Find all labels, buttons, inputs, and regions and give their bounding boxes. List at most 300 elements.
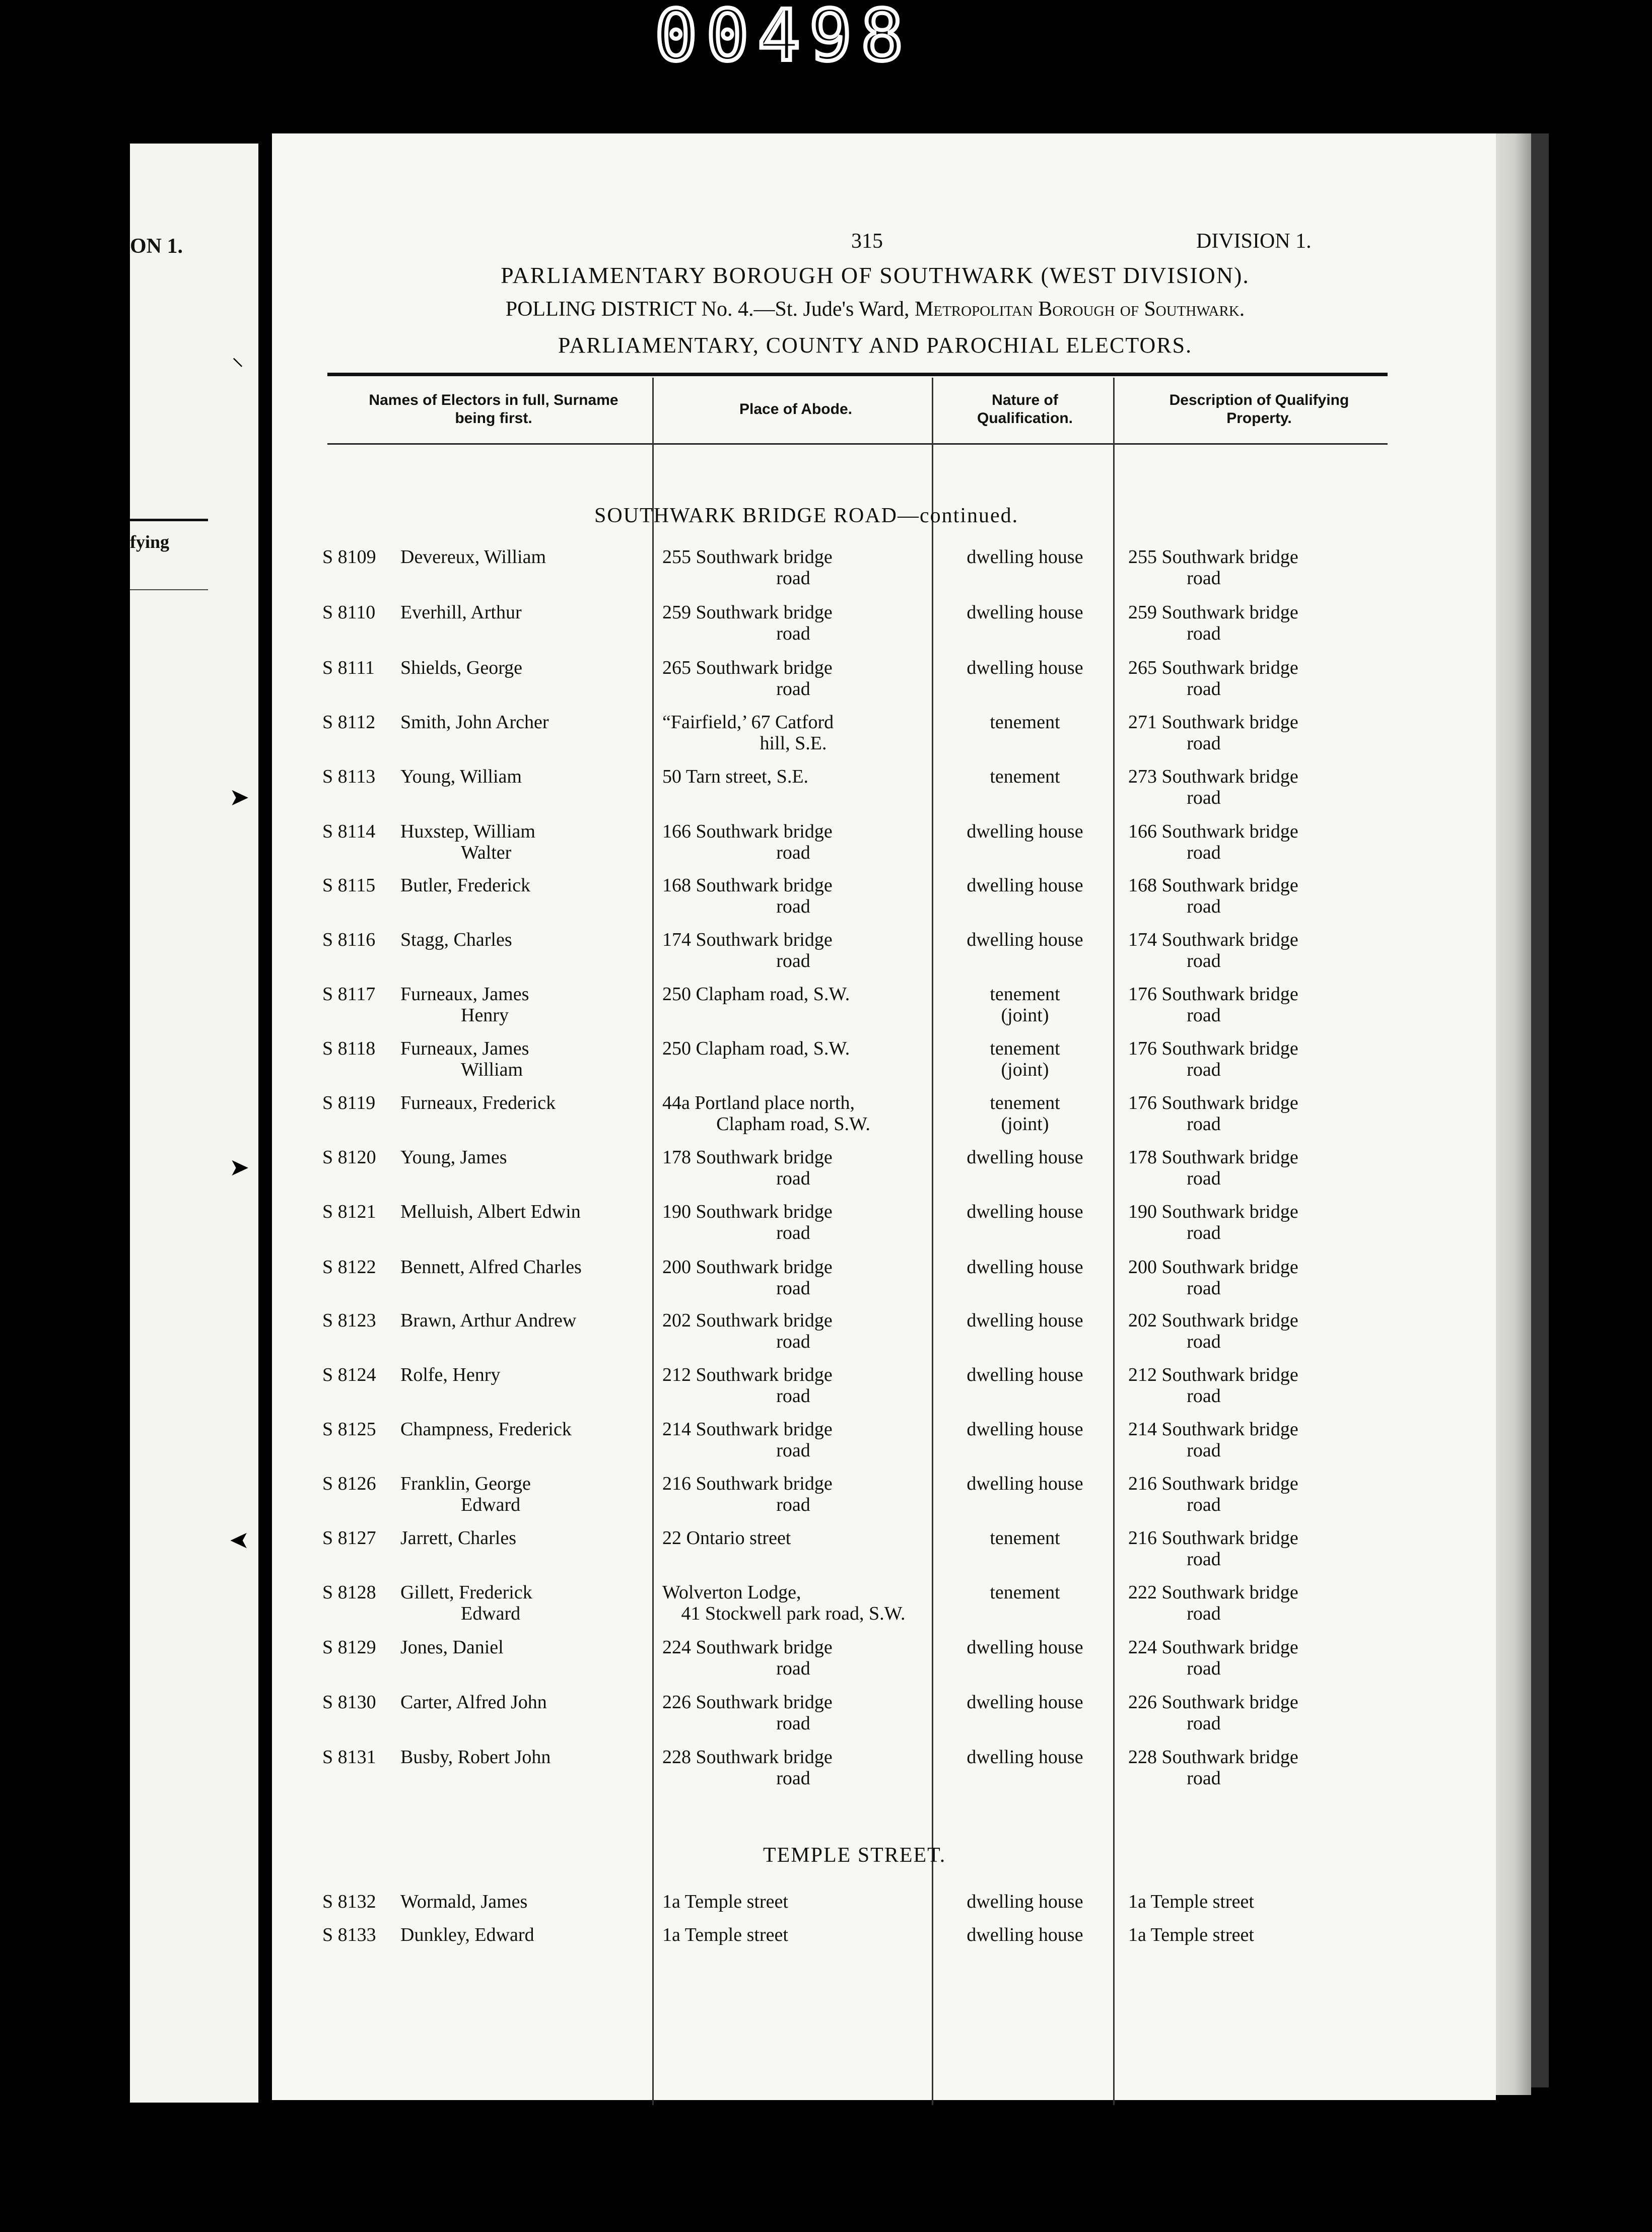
property-line1: 200 Southwark bridge bbox=[1128, 1257, 1298, 1278]
register-page bbox=[232, 133, 1496, 2100]
elector-name bbox=[400, 766, 637, 787]
nature-line1: dwelling house bbox=[967, 929, 1083, 950]
place-of-abode bbox=[662, 821, 924, 863]
qualifying-property bbox=[1128, 766, 1390, 808]
property-line1: 168 Southwark bridge bbox=[1128, 875, 1298, 896]
nature-of-qualification bbox=[942, 1924, 1108, 1945]
elector-name-line1: Stagg, Charles bbox=[400, 929, 512, 950]
nature-of-qualification bbox=[942, 1201, 1108, 1222]
elector-name bbox=[400, 602, 637, 623]
abode-line2: Clapham road, S.W. bbox=[716, 1113, 870, 1135]
nature-of-qualification bbox=[942, 1364, 1108, 1385]
column-header-names: Names of Electors in full, Surname being first. bbox=[369, 392, 618, 427]
property-line2: road bbox=[1187, 1385, 1221, 1407]
property-line2: road bbox=[1187, 568, 1221, 589]
place-of-abode bbox=[662, 1419, 924, 1461]
qualifying-property bbox=[1128, 1147, 1390, 1189]
column-header-property: Description of Qualifying Property. bbox=[1169, 392, 1349, 427]
nature-line1: dwelling house bbox=[967, 657, 1083, 678]
property-line1: 212 Southwark bridge bbox=[1128, 1364, 1298, 1385]
borough-label: Metropolitan Borough of Southwark. bbox=[915, 298, 1245, 321]
property-line1: 190 Southwark bridge bbox=[1128, 1201, 1298, 1222]
nature-of-qualification bbox=[942, 1257, 1108, 1278]
page-number: 315 bbox=[851, 230, 883, 253]
nature-line1: dwelling house bbox=[967, 875, 1083, 896]
page-shadow-edge bbox=[1531, 133, 1549, 2087]
abode-line1: 1a Temple street bbox=[662, 1891, 788, 1912]
column-header-nature: Nature of Qualification. bbox=[977, 392, 1073, 427]
elector-number: S 8119 bbox=[322, 1092, 376, 1113]
nature-line1: dwelling house bbox=[967, 1310, 1083, 1331]
elector-name bbox=[400, 1692, 637, 1713]
elector-name-line1: Dunkley, Edward bbox=[400, 1924, 534, 1945]
place-of-abode bbox=[662, 1527, 924, 1549]
nature-of-qualification bbox=[942, 1310, 1108, 1331]
nature-of-qualification bbox=[942, 875, 1108, 896]
nature-line1: dwelling house bbox=[967, 546, 1083, 568]
abode-line2: road bbox=[776, 1331, 810, 1352]
property-line1: 174 Southwark bridge bbox=[1128, 929, 1298, 950]
nature-of-qualification bbox=[942, 1038, 1108, 1080]
elector-number: S 8109 bbox=[322, 546, 376, 568]
qualifying-property bbox=[1128, 984, 1390, 1026]
property-line2: road bbox=[1187, 1331, 1221, 1352]
elector-number: S 8128 bbox=[322, 1582, 376, 1603]
elector-number: S 8111 bbox=[322, 657, 375, 678]
place-of-abode bbox=[662, 984, 924, 1005]
place-of-abode bbox=[662, 766, 924, 787]
nature-line1: dwelling house bbox=[967, 1637, 1083, 1658]
property-line1: 1a Temple street bbox=[1128, 1924, 1254, 1945]
elector-number: S 8113 bbox=[322, 766, 376, 787]
abode-line1: “Fairfield,’ 67 Catford bbox=[662, 712, 834, 733]
nature-line1: dwelling house bbox=[967, 1891, 1083, 1912]
abode-line2: road bbox=[776, 623, 810, 644]
elector-name bbox=[400, 1038, 637, 1080]
elector-number: S 8121 bbox=[322, 1201, 376, 1222]
elector-name-line1: Everhill, Arthur bbox=[400, 602, 522, 623]
elector-number: S 8120 bbox=[322, 1147, 376, 1168]
place-of-abode bbox=[662, 1310, 924, 1352]
elector-number: S 8131 bbox=[322, 1747, 376, 1768]
property-line1: 214 Southwark bridge bbox=[1128, 1419, 1298, 1440]
property-line1: 255 Southwark bridge bbox=[1128, 546, 1298, 568]
elector-number: S 8125 bbox=[322, 1419, 376, 1440]
nature-of-qualification bbox=[942, 712, 1108, 733]
abode-line1: 168 Southwark bridge bbox=[662, 875, 833, 896]
place-of-abode bbox=[662, 1092, 924, 1135]
elector-name-line1: Brawn, Arthur Andrew bbox=[400, 1310, 577, 1331]
nature-of-qualification bbox=[942, 766, 1108, 787]
elector-name bbox=[400, 1891, 637, 1912]
abode-line2: road bbox=[776, 1278, 810, 1299]
elector-name-line2: Henry bbox=[461, 1005, 509, 1026]
electors-title: PARLIAMENTARY, COUNTY AND PAROCHIAL ELECTORS. bbox=[558, 333, 1193, 358]
nature-of-qualification bbox=[942, 1747, 1108, 1768]
abode-line1: 259 Southwark bridge bbox=[662, 602, 833, 623]
elector-name bbox=[400, 984, 637, 1026]
nature-line1: dwelling house bbox=[967, 602, 1083, 623]
column-header-abode: Place of Abode. bbox=[739, 401, 852, 417]
property-line2: road bbox=[1187, 1005, 1221, 1026]
abode-line2: road bbox=[776, 896, 810, 917]
qualifying-property bbox=[1128, 1257, 1390, 1299]
abode-line2: 41 Stockwell park road, S.W. bbox=[681, 1603, 906, 1624]
property-line2: road bbox=[1187, 1549, 1221, 1570]
abode-line1: 200 Southwark bridge bbox=[662, 1257, 833, 1278]
elector-name-line1: Carter, Alfred John bbox=[400, 1692, 547, 1713]
margin-arrow-icon: ➤ bbox=[229, 1154, 250, 1181]
nature-line1: dwelling house bbox=[967, 1364, 1083, 1385]
elector-number: S 8110 bbox=[322, 602, 376, 623]
property-line2: road bbox=[1187, 678, 1221, 700]
elector-number: S 8126 bbox=[322, 1473, 376, 1494]
abode-line1: 174 Southwark bridge bbox=[662, 929, 833, 950]
elector-name-line1: Franklin, George bbox=[400, 1473, 531, 1494]
elector-name-line1: Jarrett, Charles bbox=[400, 1527, 517, 1549]
elector-name bbox=[400, 1924, 637, 1945]
property-line1: 222 Southwark bridge bbox=[1128, 1582, 1298, 1603]
property-line2: road bbox=[1187, 950, 1221, 971]
nature-of-qualification bbox=[942, 602, 1108, 623]
abode-line1: 224 Southwark bridge bbox=[662, 1637, 833, 1658]
place-of-abode bbox=[662, 1924, 924, 1945]
elector-name-line1: Busby, Robert John bbox=[400, 1747, 551, 1768]
elector-name bbox=[400, 1310, 637, 1331]
nature-of-qualification bbox=[942, 984, 1108, 1026]
nature-of-qualification bbox=[942, 1092, 1108, 1135]
elector-number: S 8115 bbox=[322, 875, 376, 896]
abode-line1: 250 Clapham road, S.W. bbox=[662, 984, 850, 1005]
property-line1: 1a Temple street bbox=[1128, 1891, 1254, 1912]
margin-arrow-icon: ➤ bbox=[229, 784, 250, 811]
elector-number: S 8116 bbox=[322, 929, 376, 950]
property-line2: road bbox=[1187, 1278, 1221, 1299]
abode-line1: 216 Southwark bridge bbox=[662, 1473, 833, 1494]
elector-name bbox=[400, 821, 637, 863]
property-line2: road bbox=[1187, 1059, 1221, 1080]
nature-line1: dwelling house bbox=[967, 1257, 1083, 1278]
abode-line1: 178 Southwark bridge bbox=[662, 1147, 833, 1168]
elector-name-line1: Young, James bbox=[400, 1147, 507, 1168]
elector-name-line2: Edward bbox=[461, 1603, 521, 1624]
elector-name-line1: Shields, George bbox=[400, 657, 523, 678]
nature-of-qualification bbox=[942, 1527, 1108, 1549]
abode-line2: road bbox=[776, 842, 810, 863]
qualifying-property bbox=[1128, 602, 1390, 644]
property-line2: road bbox=[1187, 896, 1221, 917]
place-of-abode bbox=[662, 875, 924, 917]
abode-line2: road bbox=[776, 1385, 810, 1407]
nature-of-qualification bbox=[942, 546, 1108, 568]
elector-name-line1: Rolfe, Henry bbox=[400, 1364, 501, 1385]
elector-name bbox=[400, 1147, 637, 1168]
property-line2: road bbox=[1187, 842, 1221, 863]
nature-line1: dwelling house bbox=[967, 1924, 1083, 1945]
qualifying-property bbox=[1128, 929, 1390, 971]
elector-name bbox=[400, 1364, 637, 1385]
property-line1: 216 Southwark bridge bbox=[1128, 1473, 1298, 1494]
polling-district-title bbox=[272, 297, 1478, 321]
nature-line1: dwelling house bbox=[967, 1692, 1083, 1713]
abode-line2: road bbox=[776, 1658, 810, 1679]
place-of-abode bbox=[662, 1582, 924, 1624]
abode-line2: road bbox=[776, 1222, 810, 1243]
qualifying-property bbox=[1128, 1201, 1390, 1243]
elector-name bbox=[400, 1473, 637, 1515]
nature-line1: tenement bbox=[990, 766, 1060, 787]
column-divider bbox=[652, 378, 654, 2105]
column-divider bbox=[1113, 378, 1115, 2105]
abode-line1: 1a Temple street bbox=[662, 1924, 788, 1945]
qualifying-property bbox=[1128, 1891, 1390, 1912]
elector-name-line1: Furneaux, Frederick bbox=[400, 1092, 556, 1113]
property-line1: 224 Southwark bridge bbox=[1128, 1637, 1298, 1658]
place-of-abode bbox=[662, 1201, 924, 1243]
nature-of-qualification bbox=[942, 1692, 1108, 1713]
elector-number: S 8129 bbox=[322, 1637, 376, 1658]
qualifying-property bbox=[1128, 1582, 1390, 1624]
elector-name-line1: Butler, Frederick bbox=[400, 875, 531, 896]
margin-arrow-icon: ➤ bbox=[229, 1527, 250, 1554]
prev-page-corner-label: ON 1. bbox=[130, 235, 183, 258]
abode-line1: 190 Southwark bridge bbox=[662, 1201, 833, 1222]
property-line1: 271 Southwark bridge bbox=[1128, 712, 1298, 733]
elector-name bbox=[400, 1747, 637, 1768]
elector-number: S 8124 bbox=[322, 1364, 376, 1385]
abode-line1: 166 Southwark bridge bbox=[662, 821, 833, 842]
elector-name bbox=[400, 1637, 637, 1658]
elector-name-line1: Champness, Frederick bbox=[400, 1419, 572, 1440]
place-of-abode bbox=[662, 546, 924, 589]
elector-number: S 8130 bbox=[322, 1692, 376, 1713]
abode-line2: road bbox=[776, 1768, 810, 1789]
place-of-abode bbox=[662, 1747, 924, 1789]
place-of-abode bbox=[662, 1364, 924, 1407]
qualifying-property bbox=[1128, 1924, 1390, 1945]
elector-name-line1: Smith, John Archer bbox=[400, 712, 549, 733]
nature-line1: dwelling house bbox=[967, 1147, 1083, 1168]
qualifying-property bbox=[1128, 546, 1390, 589]
nature-line1: tenement bbox=[990, 1038, 1060, 1059]
qualifying-property bbox=[1128, 1527, 1390, 1570]
property-line2: road bbox=[1187, 1113, 1221, 1135]
elector-name-line1: Devereux, William bbox=[400, 546, 546, 568]
abode-line1: 202 Southwark bridge bbox=[662, 1310, 833, 1331]
qualifying-property bbox=[1128, 1473, 1390, 1515]
prev-page-rule bbox=[130, 519, 208, 521]
nature-of-qualification bbox=[942, 1637, 1108, 1658]
polling-district-label: POLLING DISTRICT No. 4.—St. Jude's Ward, bbox=[505, 298, 915, 321]
nature-line2: (joint) bbox=[1001, 1059, 1049, 1080]
nature-of-qualification bbox=[942, 821, 1108, 842]
property-line1: 202 Southwark bridge bbox=[1128, 1310, 1298, 1331]
abode-line2: road bbox=[776, 1440, 810, 1461]
property-line1: 265 Southwark bridge bbox=[1128, 657, 1298, 678]
elector-name-line1: Gillett, Frederick bbox=[400, 1582, 532, 1603]
property-line2: road bbox=[1187, 623, 1221, 644]
elector-name bbox=[400, 546, 637, 568]
elector-number: S 8118 bbox=[322, 1038, 376, 1059]
nature-of-qualification bbox=[942, 1891, 1108, 1912]
property-line1: 178 Southwark bridge bbox=[1128, 1147, 1298, 1168]
place-of-abode bbox=[662, 1891, 924, 1912]
qualifying-property bbox=[1128, 1038, 1390, 1080]
nature-line1: dwelling house bbox=[967, 821, 1083, 842]
section-heading-temple-street: TEMPLE STREET. bbox=[763, 1844, 946, 1867]
nature-line1: dwelling house bbox=[967, 1419, 1083, 1440]
page-title: PARLIAMENTARY BOROUGH OF SOUTHWARK (WEST DIVISION). bbox=[501, 262, 1250, 288]
property-line1: 228 Southwark bridge bbox=[1128, 1747, 1298, 1768]
abode-line2: road bbox=[776, 678, 810, 700]
property-line2: road bbox=[1187, 1713, 1221, 1734]
elector-name-line1: Furneaux, James bbox=[400, 984, 529, 1005]
elector-name-line1: Young, William bbox=[400, 766, 522, 787]
property-line2: road bbox=[1187, 1603, 1221, 1624]
property-line2: road bbox=[1187, 1494, 1221, 1515]
nature-of-qualification bbox=[942, 657, 1108, 678]
abode-line2: road bbox=[776, 1713, 810, 1734]
nature-of-qualification bbox=[942, 929, 1108, 950]
property-line2: road bbox=[1187, 1768, 1221, 1789]
place-of-abode bbox=[662, 1147, 924, 1189]
prev-page-column-fragment: fying bbox=[130, 532, 170, 552]
place-of-abode bbox=[662, 1473, 924, 1515]
elector-name-line2: Walter bbox=[461, 842, 512, 863]
nature-line1: tenement bbox=[990, 984, 1060, 1005]
nature-line1: tenement bbox=[990, 1582, 1060, 1603]
elector-name-line1: Wormald, James bbox=[400, 1891, 528, 1912]
elector-name-line1: Jones, Daniel bbox=[400, 1637, 504, 1658]
abode-line1: 226 Southwark bridge bbox=[662, 1692, 833, 1713]
place-of-abode bbox=[662, 1692, 924, 1734]
property-line1: 226 Southwark bridge bbox=[1128, 1692, 1298, 1713]
elector-number: S 8112 bbox=[322, 712, 376, 733]
abode-line2: road bbox=[776, 1168, 810, 1189]
abode-line2: road bbox=[776, 568, 810, 589]
elector-number: S 8127 bbox=[322, 1527, 376, 1549]
abode-line1: 214 Southwark bridge bbox=[662, 1419, 833, 1440]
nature-of-qualification bbox=[942, 1582, 1108, 1603]
place-of-abode bbox=[662, 602, 924, 644]
place-of-abode bbox=[662, 657, 924, 700]
elector-number: S 8117 bbox=[322, 984, 376, 1005]
elector-name bbox=[400, 929, 637, 950]
section-heading-southwark-bridge-road: SOUTHWARK BRIDGE ROAD—continued. bbox=[594, 504, 1019, 527]
elector-name bbox=[400, 712, 637, 733]
elector-name bbox=[400, 875, 637, 896]
property-line1: 166 Southwark bridge bbox=[1128, 821, 1298, 842]
prev-page-rule-thin bbox=[130, 589, 208, 590]
abode-line1: 22 Ontario street bbox=[662, 1527, 791, 1549]
abode-line1: 44a Portland place north, bbox=[662, 1092, 855, 1113]
previous-page-edge bbox=[130, 144, 258, 2103]
qualifying-property bbox=[1128, 1692, 1390, 1734]
nature-of-qualification bbox=[942, 1473, 1108, 1494]
nature-line1: tenement bbox=[990, 1092, 1060, 1113]
place-of-abode bbox=[662, 929, 924, 971]
property-line2: road bbox=[1187, 1168, 1221, 1189]
abode-line2: hill, S.E. bbox=[760, 733, 827, 754]
elector-name bbox=[400, 1419, 637, 1440]
qualifying-property bbox=[1128, 1364, 1390, 1407]
qualifying-property bbox=[1128, 1637, 1390, 1679]
property-line1: 176 Southwark bridge bbox=[1128, 984, 1298, 1005]
nature-line1: tenement bbox=[990, 712, 1060, 733]
qualifying-property bbox=[1128, 875, 1390, 917]
place-of-abode bbox=[662, 1038, 924, 1059]
elector-name bbox=[400, 657, 637, 678]
qualifying-property bbox=[1128, 1747, 1390, 1789]
elector-name bbox=[400, 1201, 637, 1222]
header-rule bbox=[327, 373, 1388, 376]
qualifying-property bbox=[1128, 712, 1390, 754]
abode-line1: 255 Southwark bridge bbox=[662, 546, 833, 568]
nature-line1: dwelling house bbox=[967, 1201, 1083, 1222]
nature-line1: tenement bbox=[990, 1527, 1060, 1549]
elector-name bbox=[400, 1092, 637, 1113]
property-line1: 176 Southwark bridge bbox=[1128, 1092, 1298, 1113]
elector-name-line2: Edward bbox=[461, 1494, 521, 1515]
property-line2: road bbox=[1187, 1222, 1221, 1243]
qualifying-property bbox=[1128, 1092, 1390, 1135]
nature-of-qualification bbox=[942, 1419, 1108, 1440]
property-line2: road bbox=[1187, 733, 1221, 754]
abode-line1: Wolverton Lodge, bbox=[662, 1582, 801, 1603]
division-label: DIVISION 1. bbox=[1196, 230, 1312, 253]
place-of-abode bbox=[662, 1637, 924, 1679]
elector-number: S 8122 bbox=[322, 1257, 376, 1278]
abode-line2: road bbox=[776, 950, 810, 971]
elector-number: S 8123 bbox=[322, 1310, 376, 1331]
property-line2: road bbox=[1187, 1658, 1221, 1679]
elector-number: S 8114 bbox=[322, 821, 376, 842]
property-line1: 216 Southwark bridge bbox=[1128, 1527, 1298, 1549]
qualifying-property bbox=[1128, 1310, 1390, 1352]
property-line1: 259 Southwark bridge bbox=[1128, 602, 1298, 623]
place-of-abode bbox=[662, 712, 924, 754]
nature-line1: dwelling house bbox=[967, 1473, 1083, 1494]
nature-of-qualification bbox=[942, 1147, 1108, 1168]
margin-mark: ⸌ bbox=[232, 354, 244, 381]
elector-name-line1: Bennett, Alfred Charles bbox=[400, 1257, 582, 1278]
qualifying-property bbox=[1128, 1419, 1390, 1461]
property-line1: 273 Southwark bridge bbox=[1128, 766, 1298, 787]
property-line2: road bbox=[1187, 1440, 1221, 1461]
qualifying-property bbox=[1128, 821, 1390, 863]
nature-line2: (joint) bbox=[1001, 1113, 1049, 1135]
elector-name-line1: Huxstep, William bbox=[400, 821, 535, 842]
elector-name bbox=[400, 1257, 637, 1278]
elector-number: S 8132 bbox=[322, 1891, 376, 1912]
elector-name bbox=[400, 1527, 637, 1549]
elector-name-line2: William bbox=[461, 1059, 523, 1080]
abode-line1: 228 Southwark bridge bbox=[662, 1747, 833, 1768]
frame-number: 00498 bbox=[655, 0, 913, 77]
elector-name-line1: Melluish, Albert Edwin bbox=[400, 1201, 581, 1222]
property-line2: road bbox=[1187, 787, 1221, 808]
property-line1: 176 Southwark bridge bbox=[1128, 1038, 1298, 1059]
abode-line2: road bbox=[776, 1494, 810, 1515]
abode-line1: 50 Tarn street, S.E. bbox=[662, 766, 809, 787]
abode-line1: 212 Southwark bridge bbox=[662, 1364, 833, 1385]
nature-line2: (joint) bbox=[1001, 1005, 1049, 1026]
elector-name-line1: Furneaux, James bbox=[400, 1038, 529, 1059]
qualifying-property bbox=[1128, 657, 1390, 700]
place-of-abode bbox=[662, 1257, 924, 1299]
column-header-rule bbox=[327, 443, 1388, 445]
abode-line1: 250 Clapham road, S.W. bbox=[662, 1038, 850, 1059]
